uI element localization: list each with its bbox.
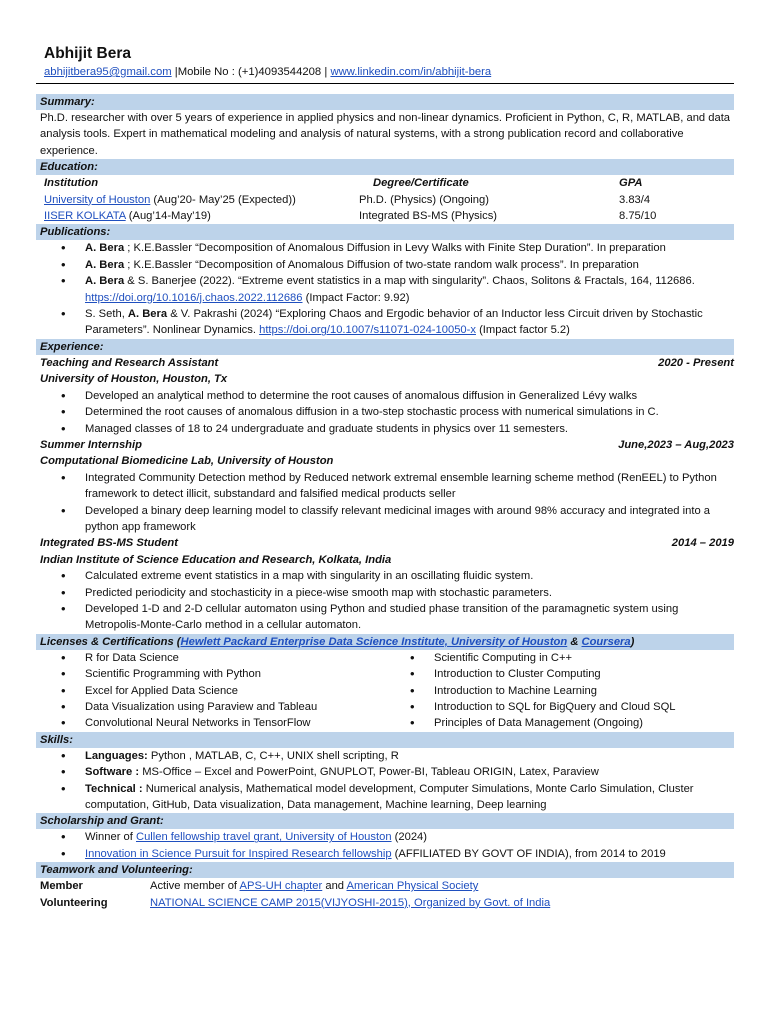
licenses-title: Licenses & Certifications (	[40, 635, 181, 648]
certification-item: • Data Visualization using Paraview and Tableau	[36, 699, 385, 715]
mobile-text: |Mobile No : (+1)4093544208 |	[171, 66, 331, 78]
certification-item: • Convolutional Neural Networks in TensorFlow	[36, 715, 385, 731]
certification-item: • Scientific Computing in C++	[385, 650, 734, 666]
scholarship-prefix: Winner of	[85, 831, 136, 844]
publication-item	[36, 273, 734, 306]
publication-author: A. Bera	[85, 275, 125, 288]
candidate-name: Abhijit Bera	[44, 45, 131, 62]
education-row	[36, 208, 734, 224]
hpe-institute-link[interactable]: Hewlett Packard Enterprise Data Science Institute, University of Houston	[180, 635, 568, 648]
publication-author: A. Bera	[127, 308, 168, 321]
aps-uh-chapter-link[interactable]: APS-UH chapter	[239, 880, 323, 893]
certification-item: • Scientific Programming with Python	[36, 666, 385, 682]
skill-text: Python , MATLAB, C, C++, UNIX shell scripting, R	[147, 749, 399, 762]
job-bullet: • Integrated Community Detection method by Reduced network extremal ensemble learning scheme method (RenEEL) to Python framework to detect illicit, substandard and falsified medical products seller	[36, 470, 734, 503]
skill-item	[36, 764, 734, 780]
education-gpa: 3.83/4	[619, 193, 651, 206]
publication-text: & S. Banerjee (2022). “Extreme event statistics in a map with singularity”. Chaos, Solitons & Fractals, 164, 112686.	[124, 275, 695, 288]
contact-line	[44, 64, 734, 80]
licenses-close: )	[630, 635, 635, 648]
inspire-fellowship-link[interactable]: Innovation in Science Pursuit for Inspired Research fellowship	[85, 847, 392, 860]
linkedin-link[interactable]: www.linkedin.com/in/abhijit-bera	[330, 66, 492, 78]
scholarship-year: (2024)	[391, 831, 428, 844]
education-gpa: 8.75/10	[619, 210, 657, 223]
section-header-licenses	[36, 634, 734, 650]
job-bullets	[36, 388, 734, 437]
member-label: Member	[40, 880, 83, 893]
col-gpa: GPA	[619, 177, 643, 190]
scholarship-detail: (AFFILIATED BY GOVT OF INDIA), from 2014 to 2019	[391, 847, 666, 860]
member-row	[36, 878, 734, 894]
job-role: Integrated BS-MS Student	[40, 537, 178, 550]
section-header-education: Education:	[36, 159, 734, 175]
publication-item	[36, 306, 734, 339]
publication-coauthor: S. Seth,	[85, 308, 128, 321]
member-prefix: Active member of	[150, 880, 240, 893]
certifications-columns	[36, 650, 734, 732]
publication-list	[36, 240, 734, 338]
publication-text: ; K.E.Bassler “Decomposition of Anomalous Diffusion in Levy Walks with Finite Step Duration”. In preparation	[124, 242, 666, 255]
publication-item	[36, 240, 734, 256]
col-degree: Degree/Certificate	[373, 177, 469, 190]
section-header-scholarship: Scholarship and Grant:	[36, 813, 734, 829]
school-link-uh[interactable]: University of Houston	[44, 193, 151, 206]
cullen-fellowship-link[interactable]: Cullen fellowship travel grant, University of Houston	[135, 831, 392, 844]
job-bullet: • Developed a binary deep learning model to classify relevant medicinal images with around 98% accuracy and integrated into a python app framework	[36, 503, 734, 536]
job-bullet: • Determined the root causes of anomalous diffusion in a two-step stochastic process with numerical simulations in C.	[36, 404, 734, 420]
volunteering-row	[36, 895, 734, 911]
certification-item: • Introduction to SQL for BigQuery and Cloud SQL	[385, 699, 734, 715]
publication-text: & V. Pakrashi (2024) “Exploring Chaos and Ergodic behavior of an Inductor less Circuit driven by Stochastic Parameters”. Nonlinear Dynamics.	[85, 308, 703, 337]
job-bullets	[36, 568, 734, 634]
skill-text: Numerical analysis, Mathematical model development, Computer Simulations, Monte Carlo Simulation, Cluster computation, GitHub, Data visualization, Data management, Machine learning, Deep learning	[85, 782, 694, 812]
header-divider	[36, 83, 734, 84]
col-institution: Institution	[44, 177, 99, 190]
certification-item: • Introduction to Cluster Computing	[385, 666, 734, 682]
job-role: Teaching and Research Assistant	[40, 356, 219, 369]
job-title-row	[36, 535, 734, 551]
coursera-link[interactable]: Coursera	[581, 635, 631, 648]
job-organization: University of Houston, Houston, Tx	[40, 373, 228, 386]
certification-item: • Principles of Data Management (Ongoing)	[385, 715, 734, 731]
job-dates: 2014 – 2019	[671, 537, 734, 550]
job-organization: Indian Institute of Science Education and Research, Kolkata, India	[40, 553, 392, 566]
education-dates: (Aug’14-May’19)	[125, 210, 211, 223]
skill-text: MS-Office – Excel and PowerPoint, GNUPLOT, Power-BI, Tableau ORIGIN, Latex, Paraview	[139, 766, 599, 779]
impact-factor: (Impact Factor: 9.92)	[302, 291, 410, 304]
section-header-skills: Skills:	[36, 732, 734, 748]
job-title-row	[36, 355, 734, 371]
job-bullet: • Developed 1-D and 2-D cellular automaton using Python and studied phase transition of the paramagnetic system using Metropolis-Monte-Carlo method in a cellular automaton.	[36, 601, 734, 634]
publication-author: A. Bera	[85, 258, 125, 271]
scholarship-item	[36, 846, 734, 862]
skills-list	[36, 748, 734, 814]
scholarship-list	[36, 829, 734, 862]
education-row	[36, 192, 734, 208]
education-school	[36, 192, 359, 208]
member-and: and	[322, 880, 347, 893]
publication-text: ; K.E.Bassler “Decomposition of Anomalous Diffusion of two-state random walk process”. In preparation	[124, 258, 639, 271]
science-camp-link[interactable]: NATIONAL SCIENCE CAMP 2015(VIJYOSHI-2015), Organized by Govt. of India	[150, 896, 551, 909]
job-organization: Computational Biomedicine Lab, University of Houston	[40, 455, 334, 468]
job-dates: June,2023 – Aug,2023	[618, 438, 734, 451]
skill-label: Software :	[85, 766, 140, 779]
school-link-iiser[interactable]: IISER KOLKATA	[44, 210, 126, 223]
member-text	[150, 878, 478, 894]
email-link[interactable]: abhijitbera95@gmail.com	[44, 66, 172, 78]
summary-text: Ph.D. researcher with over 5 years of experience in applied physics and non-linear dynamics. Proficient in Python, C, R, MATLAB, and data analysis tools. Expert in mathematical modeling and analysis of natural systems, with a strong publication record and collaborative experience.	[40, 112, 731, 157]
skill-item	[36, 748, 734, 764]
education-school	[36, 208, 359, 224]
skill-label: Technical :	[85, 782, 143, 795]
section-header-teamwork: Teamwork and Volunteering:	[36, 862, 734, 878]
certifications-left	[36, 650, 385, 732]
education-degree: Integrated BS-MS (Physics)	[359, 210, 498, 223]
job-bullet: • Developed an analytical method to determine the root causes of anomalous diffusion in Generalized Lévy walks	[36, 388, 734, 404]
job-bullet: • Predicted periodicity and stochasticity in a piece-wise smooth map with stochastic parameters.	[36, 585, 734, 601]
education-degree: Ph.D. (Physics) (Ongoing)	[359, 193, 489, 206]
certification-item: • Introduction to Machine Learning	[385, 683, 734, 699]
job-role: Summer Internship	[40, 438, 142, 451]
publication-item	[36, 257, 734, 273]
doi-link[interactable]: https://doi.org/10.1007/s11071-024-10050-x	[259, 324, 476, 337]
section-header-experience: Experience:	[36, 339, 734, 355]
job-bullets	[36, 470, 734, 536]
certification-item: • R for Data Science	[36, 650, 385, 666]
impact-factor: (Impact factor 5.2)	[475, 324, 570, 337]
education-dates: (Aug’20- May’25 (Expected))	[150, 193, 296, 206]
skill-label: Languages:	[85, 749, 148, 762]
job-dates: 2020 - Present	[658, 356, 734, 369]
education-header-row	[36, 175, 734, 191]
certification-item: • Excel for Applied Data Science	[36, 683, 385, 699]
job-bullet: • Managed classes of 18 to 24 undergraduate and graduate students in physics over 11 semesters.	[36, 421, 734, 437]
scholarship-item	[36, 829, 734, 845]
section-header-summary: Summary:	[36, 94, 734, 110]
aps-link[interactable]: American Physical Society	[346, 880, 479, 893]
job-bullet: • Calculated extreme event statistics in a map with singularity in an oscillating fluidic system.	[36, 568, 734, 584]
volunteering-label: Volunteering	[40, 896, 108, 909]
section-header-publications: Publications:	[36, 224, 734, 240]
skill-item	[36, 781, 734, 814]
licenses-amp: &	[567, 635, 582, 648]
resume-page	[36, 44, 734, 911]
certifications-right	[385, 650, 734, 732]
doi-link[interactable]: https://doi.org/10.1016/j.chaos.2022.112686	[85, 291, 303, 304]
job-title-row	[36, 437, 734, 453]
publication-author: A. Bera	[85, 242, 125, 255]
